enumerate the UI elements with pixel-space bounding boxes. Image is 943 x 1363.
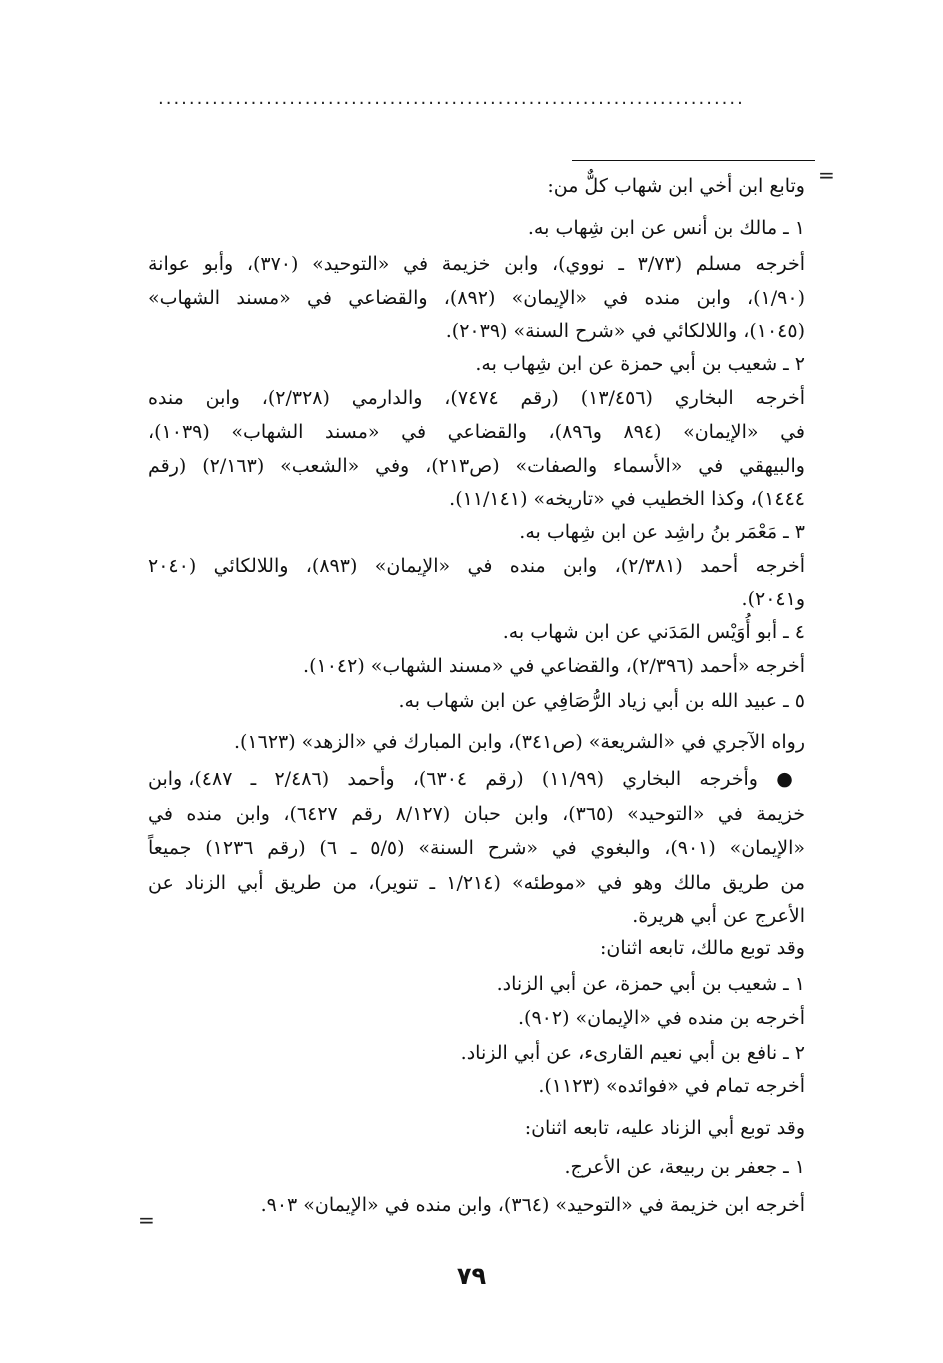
text-line: أخرجه تمام في «فوائده» (١١٢٣). bbox=[538, 1075, 805, 1097]
text-line: وقد توبع مالك، تابعه اثنان: bbox=[600, 937, 805, 959]
text-line: ٥ ـ عبيد الله بن أبي زياد الرُّصَافِي عن ابن شهاب به. bbox=[398, 690, 805, 712]
page-number: ٧٩ bbox=[456, 1262, 487, 1290]
text-line: الأعرج عن أبي هريرة. bbox=[632, 905, 805, 927]
text-line: ١ ـ مالك بن أنس عن ابن شِهاب به. bbox=[527, 217, 805, 239]
text-line: وقد توبع أبي الزناد عليه، تابعه اثنان: bbox=[524, 1117, 805, 1139]
text-line: أخرجه البخاري (١٣/٤٥٦) (رقم ٧٤٧٤)، والدارمي (٢/٣٢٨)، وابن منده bbox=[148, 387, 805, 409]
text-line: رواه الآجري في «الشريعة» (ص٣٤١)، وابن المبارك في «الزهد» (١٦٢٣). bbox=[233, 731, 805, 753]
text-line: أخرجه أحمد (٢/٣٨١)، وابن منده في «الإيمان» (٨٩٣)، واللالكائي (٢٠٤٠ bbox=[148, 555, 806, 577]
text-line: أخرجه «أحمد (٢/٣٩٦)، والقضاعي في «مسند الشهاب» (١٠٤٢). bbox=[303, 655, 805, 677]
text-line: و٢٠٤١). bbox=[741, 588, 805, 610]
text-line: ٣ ـ مَعْمَر بنُ راشِد عن ابن شِهاب به. bbox=[519, 521, 805, 543]
text-line: خزيمة في «التوحيد» (٣٦٥)، وابن حبان (٨/١٢٧ رقم ٦٤٢٧)، وابن منده في bbox=[148, 803, 805, 825]
continuation-mark-bottom: = bbox=[138, 1208, 155, 1232]
text-line: ١ ـ جعفر بن ربيعة، عن الأعرج. bbox=[564, 1156, 805, 1178]
text-line: وتابع ابن أخي ابن شهاب كلٌّ من: bbox=[547, 175, 805, 197]
text-line: ٢ ـ نافع بن أبي نعيم القارىء، عن أبي الزناد. bbox=[460, 1042, 805, 1064]
text-line: ١ ـ شعيب بن أبي حمزة، عن أبي الزناد. bbox=[496, 973, 805, 995]
header-dotted-line: ............................................................................ bbox=[158, 88, 745, 108]
text-line: «الإيمان» (٩٠١)، والبغوي في «شرح السنة» (٥/٥ ـ ٦) (رقم ١٢٣٦) جميعاً bbox=[148, 837, 805, 859]
text-line: (١٠٤٥)، واللالكائي في «شرح السنة» (٢٠٣٩). bbox=[445, 320, 805, 342]
text-line: (١/٩٠)، وابن منده في «الإيمان» (٨٩٢)، والقضاعي في «مسند الشهاب» bbox=[148, 287, 805, 309]
text-line: والبيهقي في «الأسماء والصفات» (ص٢١٣)، وفي «الشعب» (٢/١٦٣) (رقم bbox=[148, 455, 805, 477]
text-line: أخرجه مسلم (٣/٧٣ ـ نووي)، وابن خزيمة في «التوحيد» (٣٧٠)، وأبو عوانة bbox=[148, 253, 805, 275]
continuation-mark-top: = bbox=[818, 163, 835, 187]
text-line: أخرجه بن منده في «الإيمان» (٩٠٢). bbox=[517, 1007, 805, 1029]
text-line: ٤ ـ أبو أُوَيْس المَدَني عن ابن شهاب به. bbox=[502, 621, 805, 643]
text-line: ٢ ـ شعيب بن أبي حمزة عن ابن شِهاب به. bbox=[475, 353, 805, 375]
text-line: أخرجه ابن خزيمة في «التوحيد» (٣٦٤)، وابن منده في «الإيمان» ٩٠٣. bbox=[260, 1194, 805, 1216]
text-line: ● وأخرجه البخاري (١١/٩٩) (رقم ٦٣٠٤)، وأحمد (٢/٤٨٦ ـ ٤٨٧)، وابن bbox=[148, 768, 805, 790]
text-line: في «الإيمان» (٨٩٤ و٨٩٦)، والقضاعي في «مسند الشهاب» (١٠٣٩)، bbox=[148, 421, 805, 443]
text-line: ١٤٤٤)، وكذا الخطيب في «تاريخه» (١١/١٤١). bbox=[449, 488, 805, 510]
text-line: من طريق مالك وهو في «موطئه» (١/٢١٤ ـ تنوير)، من طريق أبي الزناد عن bbox=[148, 872, 805, 894]
